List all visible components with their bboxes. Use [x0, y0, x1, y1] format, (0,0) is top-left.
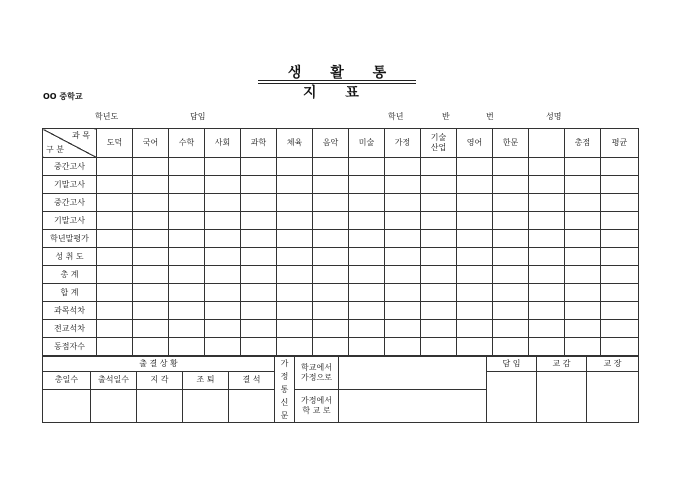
grade-cell[interactable]: [313, 212, 349, 230]
grade-cell[interactable]: [601, 248, 639, 266]
attendance-value-absent[interactable]: [229, 389, 275, 423]
grade-cell[interactable]: [529, 230, 565, 248]
grade-cell[interactable]: [349, 212, 385, 230]
grade-cell[interactable]: [493, 230, 529, 248]
approval-teacher: 담 임: [487, 357, 537, 372]
grade-cell[interactable]: [241, 248, 277, 266]
grade-cell[interactable]: [457, 176, 493, 194]
grade-cell[interactable]: [457, 284, 493, 302]
grade-row: [43, 302, 639, 320]
grade-cell[interactable]: [529, 338, 565, 356]
grade-cell[interactable]: [169, 266, 205, 284]
grade-cell[interactable]: [205, 284, 241, 302]
grade-cell[interactable]: [601, 302, 639, 320]
row-label: 과목석차: [43, 302, 97, 320]
subject-header: 한문: [493, 129, 529, 158]
grade-cell[interactable]: [529, 284, 565, 302]
grade-cell[interactable]: [169, 302, 205, 320]
grade-cell[interactable]: [313, 176, 349, 194]
grade-cell[interactable]: [385, 320, 421, 338]
row-label: 전교석차: [43, 320, 97, 338]
grade-cell[interactable]: [457, 212, 493, 230]
grade-cell[interactable]: [493, 212, 529, 230]
row-label: 기말고사: [43, 212, 97, 230]
row-label: 기말고사: [43, 176, 97, 194]
grade-cell[interactable]: [349, 320, 385, 338]
grade-cell[interactable]: [277, 248, 313, 266]
grade-cell[interactable]: [349, 338, 385, 356]
attendance-col-present: 출석일수: [91, 372, 137, 390]
grade-cell[interactable]: [601, 158, 639, 176]
grade-cell[interactable]: [565, 284, 601, 302]
attendance-col-early-leave: 조 퇴: [183, 372, 229, 390]
school-name: OO 중학교: [43, 92, 83, 101]
corner-category-label: 구 분: [46, 145, 64, 154]
attendance-value-total[interactable]: [43, 389, 91, 423]
grade-label: 학년: [388, 112, 404, 121]
grade-cell[interactable]: [385, 212, 421, 230]
row-label: 합 계: [43, 284, 97, 302]
grade-cell[interactable]: [421, 338, 457, 356]
home-to-school-label: 가정에서 학 교 로: [295, 389, 339, 423]
grade-cell[interactable]: [97, 266, 133, 284]
grade-cell[interactable]: [277, 320, 313, 338]
grade-cell[interactable]: [601, 320, 639, 338]
subject-header: 사회: [205, 129, 241, 158]
grade-cell[interactable]: [277, 176, 313, 194]
subject-header-blank: [529, 129, 565, 158]
attendance-communication-table: [42, 356, 639, 423]
grades-header-row: [43, 129, 639, 158]
grade-cell[interactable]: [529, 212, 565, 230]
grade-cell[interactable]: [169, 194, 205, 212]
grade-cell[interactable]: [385, 230, 421, 248]
grade-row: [43, 320, 639, 338]
grade-row: [43, 338, 639, 356]
grade-cell[interactable]: [493, 194, 529, 212]
subject-header-line: 기술: [430, 133, 447, 142]
grade-cell[interactable]: [241, 176, 277, 194]
grade-cell[interactable]: [421, 266, 457, 284]
grade-cell[interactable]: [493, 284, 529, 302]
grade-cell[interactable]: [565, 230, 601, 248]
grade-cell[interactable]: [97, 158, 133, 176]
title-underline-double: [258, 83, 416, 84]
grade-cell[interactable]: [529, 320, 565, 338]
grade-cell[interactable]: [601, 212, 639, 230]
grade-cell[interactable]: [565, 248, 601, 266]
number-label: 번: [486, 112, 494, 121]
grade-cell[interactable]: [205, 248, 241, 266]
grade-cell[interactable]: [457, 338, 493, 356]
grade-cell[interactable]: [529, 302, 565, 320]
subject-header: 도덕: [97, 129, 133, 158]
grade-row: [43, 176, 639, 194]
school-to-home-field[interactable]: [339, 357, 487, 390]
grade-cell[interactable]: [313, 320, 349, 338]
grade-cell[interactable]: [241, 212, 277, 230]
grade-cell[interactable]: [277, 302, 313, 320]
grade-cell[interactable]: [493, 320, 529, 338]
grade-cell[interactable]: [205, 302, 241, 320]
grade-cell[interactable]: [457, 158, 493, 176]
grade-cell[interactable]: [349, 302, 385, 320]
grade-cell[interactable]: [385, 176, 421, 194]
row-label: 학년말평가: [43, 230, 97, 248]
grade-cell[interactable]: [349, 176, 385, 194]
grade-row: [43, 212, 639, 230]
grade-cell[interactable]: [133, 230, 169, 248]
subject-header: 미술: [349, 129, 385, 158]
grade-cell[interactable]: [385, 266, 421, 284]
grade-row: [43, 230, 639, 248]
subject-header: 음악: [313, 129, 349, 158]
grade-cell[interactable]: [241, 230, 277, 248]
grade-cell[interactable]: [313, 302, 349, 320]
grade-cell[interactable]: [169, 158, 205, 176]
grade-cell[interactable]: [133, 176, 169, 194]
page-title: 생 활 통 지 표: [287, 65, 399, 101]
attendance-value-late[interactable]: [137, 389, 183, 423]
grade-row: [43, 284, 639, 302]
grade-cell[interactable]: [313, 338, 349, 356]
grade-cell[interactable]: [277, 230, 313, 248]
grades-table: [42, 128, 639, 356]
row-label: 동점자수: [43, 338, 97, 356]
grade-cell[interactable]: [565, 176, 601, 194]
grade-cell[interactable]: [565, 158, 601, 176]
subject-header: 과학: [241, 129, 277, 158]
attendance-col-absent: 결 석: [229, 372, 275, 390]
grade-cell[interactable]: [205, 266, 241, 284]
title-underline: [258, 80, 416, 81]
attendance-col-late: 지 각: [137, 372, 183, 390]
grade-cell[interactable]: [241, 266, 277, 284]
grade-cell[interactable]: [205, 158, 241, 176]
grade-cell[interactable]: [601, 230, 639, 248]
grade-cell[interactable]: [565, 212, 601, 230]
grade-cell[interactable]: [421, 248, 457, 266]
grade-cell[interactable]: [205, 194, 241, 212]
school-to-home-label: 학교에서 가정으로: [295, 357, 339, 390]
grade-cell[interactable]: [493, 158, 529, 176]
grade-cell[interactable]: [601, 266, 639, 284]
subject-header-line: 산업: [430, 143, 447, 152]
grade-cell[interactable]: [457, 266, 493, 284]
attendance-col-total: 총일수: [43, 372, 91, 390]
grade-cell[interactable]: [169, 248, 205, 266]
grade-cell[interactable]: [133, 158, 169, 176]
subject-header: 국어: [133, 129, 169, 158]
grade-cell[interactable]: [457, 230, 493, 248]
attendance-header: 출 결 상 황: [43, 357, 275, 372]
grade-cell[interactable]: [421, 320, 457, 338]
attendance-value-present[interactable]: [91, 389, 137, 423]
grade-cell[interactable]: [421, 158, 457, 176]
corner-header-cell: [43, 129, 97, 158]
grade-row: [43, 158, 639, 176]
grade-cell[interactable]: [133, 248, 169, 266]
grade-cell[interactable]: [385, 302, 421, 320]
teacher-label: 담임: [190, 112, 206, 121]
grade-cell[interactable]: [277, 212, 313, 230]
grade-cell[interactable]: [97, 302, 133, 320]
subject-header: 가정: [385, 129, 421, 158]
grade-cell[interactable]: [97, 194, 133, 212]
approval-principal-sign[interactable]: [587, 372, 639, 423]
class-label: 반: [442, 112, 450, 121]
grade-cell[interactable]: [385, 194, 421, 212]
grade-cell[interactable]: [349, 284, 385, 302]
grade-cell[interactable]: [601, 284, 639, 302]
grade-cell[interactable]: [169, 212, 205, 230]
name-label: 성명: [546, 112, 562, 121]
grade-cell[interactable]: [601, 194, 639, 212]
grade-cell[interactable]: [205, 230, 241, 248]
grade-cell[interactable]: [529, 194, 565, 212]
grade-cell[interactable]: [313, 158, 349, 176]
grade-cell[interactable]: [565, 266, 601, 284]
row-label: 총 계: [43, 266, 97, 284]
grade-cell[interactable]: [565, 338, 601, 356]
grade-cell[interactable]: [133, 194, 169, 212]
grade-cell[interactable]: [205, 320, 241, 338]
grade-cell[interactable]: [529, 158, 565, 176]
grade-cell[interactable]: [385, 248, 421, 266]
grade-cell[interactable]: [349, 230, 385, 248]
grade-cell[interactable]: [313, 194, 349, 212]
grade-cell[interactable]: [349, 266, 385, 284]
grade-cell[interactable]: [133, 212, 169, 230]
grade-cell[interactable]: [457, 320, 493, 338]
grade-cell[interactable]: [133, 338, 169, 356]
subject-header: 수학: [169, 129, 205, 158]
grade-cell[interactable]: [241, 284, 277, 302]
grade-cell[interactable]: [169, 338, 205, 356]
grade-cell[interactable]: [313, 266, 349, 284]
grade-cell[interactable]: [169, 320, 205, 338]
approval-vice-principal-sign[interactable]: [537, 372, 587, 423]
grade-cell[interactable]: [457, 194, 493, 212]
grade-cell[interactable]: [457, 248, 493, 266]
grade-cell[interactable]: [205, 338, 241, 356]
grade-cell[interactable]: [169, 284, 205, 302]
grade-cell[interactable]: [493, 266, 529, 284]
grade-cell[interactable]: [529, 266, 565, 284]
grade-cell[interactable]: [277, 266, 313, 284]
grade-cell[interactable]: [601, 338, 639, 356]
grade-row: [43, 266, 639, 284]
grade-cell[interactable]: [565, 302, 601, 320]
grade-cell[interactable]: [169, 230, 205, 248]
grade-cell[interactable]: [97, 230, 133, 248]
grade-cell[interactable]: [277, 158, 313, 176]
grade-cell[interactable]: [277, 284, 313, 302]
home-to-school-field[interactable]: [339, 389, 487, 423]
grade-cell[interactable]: [97, 338, 133, 356]
grade-cell[interactable]: [421, 284, 457, 302]
row-label: 중간고사: [43, 194, 97, 212]
grade-cell[interactable]: [385, 338, 421, 356]
grade-cell[interactable]: [241, 158, 277, 176]
approval-principal: 교 장: [587, 357, 639, 372]
grade-cell[interactable]: [205, 176, 241, 194]
grade-cell[interactable]: [421, 302, 457, 320]
grade-cell[interactable]: [421, 212, 457, 230]
grade-cell[interactable]: [493, 176, 529, 194]
grade-cell[interactable]: [385, 158, 421, 176]
grade-cell[interactable]: [565, 194, 601, 212]
grade-cell[interactable]: [133, 320, 169, 338]
grade-cell[interactable]: [529, 176, 565, 194]
grade-cell[interactable]: [241, 194, 277, 212]
grade-cell[interactable]: [241, 320, 277, 338]
grade-cell[interactable]: [421, 194, 457, 212]
subject-header: 영어: [457, 129, 493, 158]
grade-cell[interactable]: [457, 302, 493, 320]
grade-cell[interactable]: [565, 320, 601, 338]
grade-cell[interactable]: [349, 158, 385, 176]
grade-cell[interactable]: [133, 302, 169, 320]
grade-cell[interactable]: [349, 194, 385, 212]
grade-cell[interactable]: [133, 266, 169, 284]
corner-subject-label: 과 목: [72, 131, 90, 140]
grade-cell[interactable]: [493, 302, 529, 320]
grade-cell[interactable]: [241, 338, 277, 356]
grade-cell[interactable]: [493, 338, 529, 356]
attendance-value-early-leave[interactable]: [183, 389, 229, 423]
grade-cell[interactable]: [277, 338, 313, 356]
grade-cell[interactable]: [133, 284, 169, 302]
grade-cell[interactable]: [421, 176, 457, 194]
grade-cell[interactable]: [313, 248, 349, 266]
grade-cell[interactable]: [97, 320, 133, 338]
grade-cell[interactable]: [349, 248, 385, 266]
grade-row: [43, 194, 639, 212]
grade-cell[interactable]: [313, 284, 349, 302]
grade-cell[interactable]: [97, 212, 133, 230]
grade-cell[interactable]: [205, 212, 241, 230]
grade-cell[interactable]: [97, 248, 133, 266]
grade-cell[interactable]: [97, 284, 133, 302]
subject-header: 체육: [277, 129, 313, 158]
grade-cell[interactable]: [529, 248, 565, 266]
year-label: 학년도: [95, 112, 119, 121]
grade-cell[interactable]: [601, 176, 639, 194]
grade-cell[interactable]: [313, 230, 349, 248]
grade-cell[interactable]: [385, 284, 421, 302]
approval-vice-principal: 교 감: [537, 357, 587, 372]
grade-row: [43, 248, 639, 266]
grade-cell[interactable]: [277, 194, 313, 212]
row-label: 중간고사: [43, 158, 97, 176]
grade-cell[interactable]: [241, 302, 277, 320]
approval-teacher-sign[interactable]: [487, 372, 537, 423]
home-comm-label: 가 정 통 신 문: [275, 357, 295, 423]
grade-cell[interactable]: [493, 248, 529, 266]
grade-cell[interactable]: [97, 176, 133, 194]
grade-cell[interactable]: [421, 230, 457, 248]
row-label: 성 취 도: [43, 248, 97, 266]
subject-header: 총점: [565, 129, 601, 158]
subject-header: 평균: [601, 129, 639, 158]
grade-cell[interactable]: [169, 176, 205, 194]
subject-header-tech: [421, 129, 457, 158]
